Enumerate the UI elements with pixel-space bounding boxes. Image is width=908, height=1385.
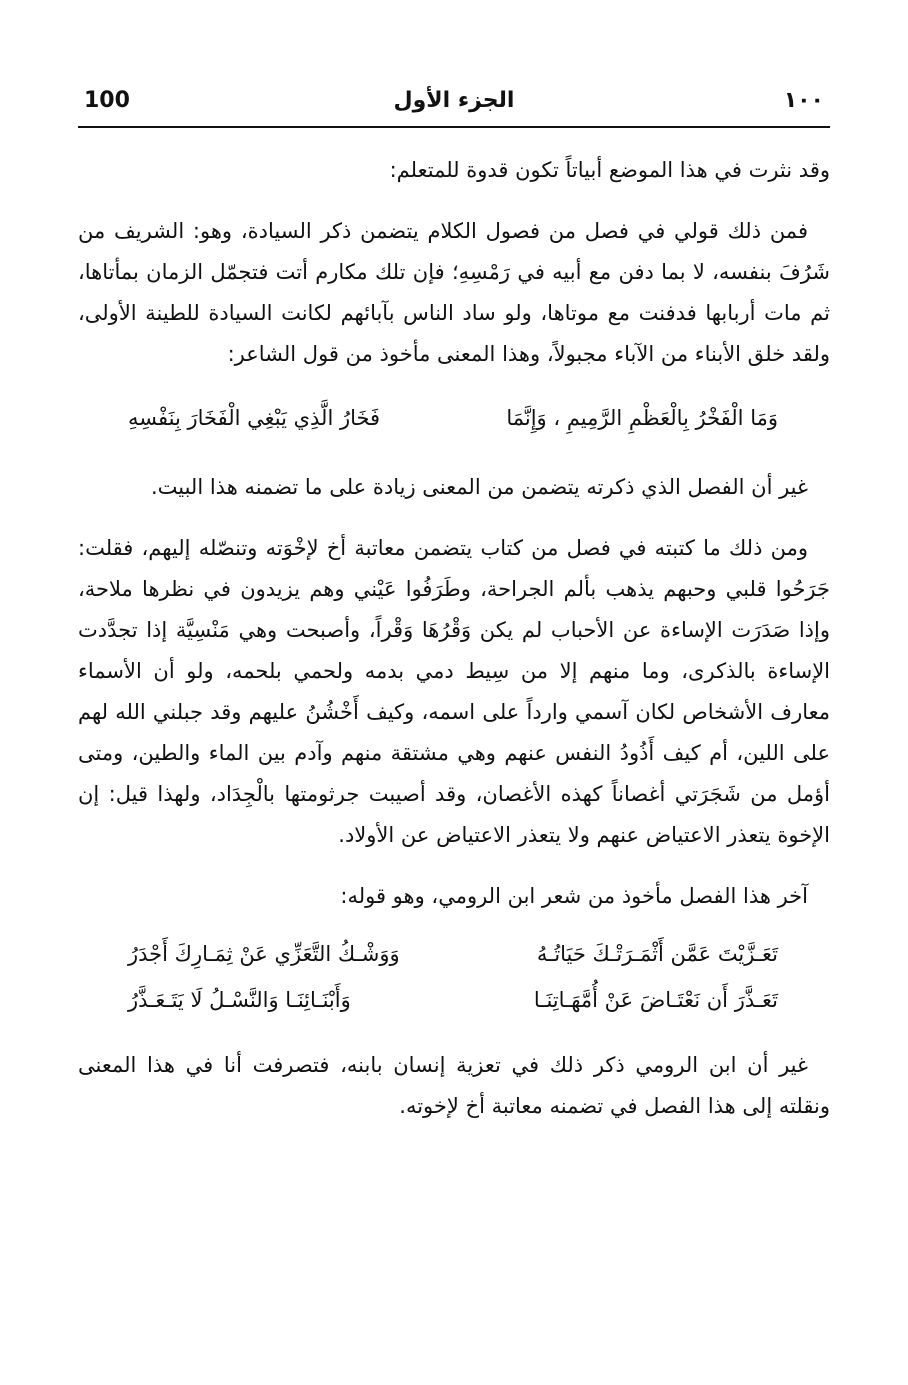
paragraph-closing: غير أن ابن الرومي ذكر ذلك في تعزية إنسان بابنه، فتصرفت أنا في هذا المعنى ونقلته إلى هذا الفصل في تضمنه معاتبة أخ لإخوته. [78,1053,830,1118]
poem-verse-1 [78,395,830,441]
verse-line [78,395,830,441]
running-title: الجزء الأول [393,88,515,113]
paragraph-brothers: ومن ذلك ما كتبته في فصل من كتاب يتضمن معاتبة أخ لإخْوَته وتنصّله إليهم، فقلت: جَرَحُوا قلبي وحبهم يذهب بألم الجراحة، وطَرَفُوا عَيْني وهم يزيدون في نظرها ملاحة، وإذا صَدَرَت الإساءة عن الأحباب لم يكن وَقْرُهَا وَقْراً، وأصبحت وهي مَنْسِيَّة إذا تجدَّدت الإساءة بالذكرى، وما منهم إلا من سِيط دمي بدمه ولحمي بلحمه، ولو أن الأسماء معارف الأشخاص لكان آسمي وارداً على اسمه، وكيف أَخْشُنُ عليهم وقد جبلني الله لهم على اللين، أم كيف أَذُودُ النفس عنهم وهي مشتقة منهم وآدم بين الماء والطين، ومتى أؤمل من شَجَرَتي أغصاناً كهذه الأغصان، وقد أصيبت جرثومتها بالْجِدَاد، ولهذا قيل: إن الإخوة يتعذر الاعتياض عنهم ولا يتعذر الاعتياض عن الأولاد. [78,536,830,847]
paragraph-commentary: غير أن الفصل الذي ذكرته يتضمن من المعنى زيادة على ما تضمنه هذا البيت. [150,475,808,499]
page-number-latin: 100 [84,88,130,113]
paragraph-ibn-rumi-intro: آخر هذا الفصل مأخوذ من شعر ابن الرومي، وهو قوله: [340,884,808,908]
verse-second-hemistich: فَخَارُ الَّذِي يَبْغِي الْفَخَارَ بِنَفْسِهِ [128,406,381,430]
page-number-arabic: ١٠٠ [783,88,824,113]
verse-line [78,977,830,1023]
paragraph-intro: وقد نثرت في هذا الموضع أبياتاً تكون قدوة للمتعلم: [389,158,830,182]
page-body [78,150,830,1147]
verse-first-hemistich: تَعَـزَّيْتَ عَمَّن أَثْمَـرَتْـكَ حَيَاتُـهُ [536,942,778,966]
verse-second-hemistich: وَأَبْنَـائِنَـا وَالنَّسْـلُ لَا يَتَـعَـذَّرُ [128,988,351,1012]
poem-verse-2 [78,931,830,1023]
verse-first-hemistich: تَعَـذَّرَ أَن نَعْتَـاضَ عَنْ أُمَّهَـاتِنَـا [533,988,778,1012]
page-header [78,86,830,128]
verse-second-hemistich: وَوَشْـكُ التَّعَزِّي عَنْ ثِمَـارِكَ أَجْدَرُ [128,942,400,966]
verse-first-hemistich: وَمَا الْفَخْرُ بِالْعَظْمِ الرَّمِيمِ ، وَإِنَّمَا [506,406,778,430]
verse-line [78,931,830,977]
paragraph-sovereignty: فمن ذلك قولي في فصل من فصول الكلام يتضمن ذكر السيادة، وهو: الشريف من شَرُفَ بنفسه، لا بما دفن مع أبيه في رَمْسِهِ؛ فإن تلك مكارم أتت فتجمّل الزمان بمأتاها، ثم مات أربابها فدفنت مع موتاها، ولو ساد الناس بآبائهم لكانت السيادة للطينة الأولى، ولقد خلق الأبناء من الآباء مجبولاً، وهذا المعنى مأخوذ من قول الشاعر: [78,219,830,366]
